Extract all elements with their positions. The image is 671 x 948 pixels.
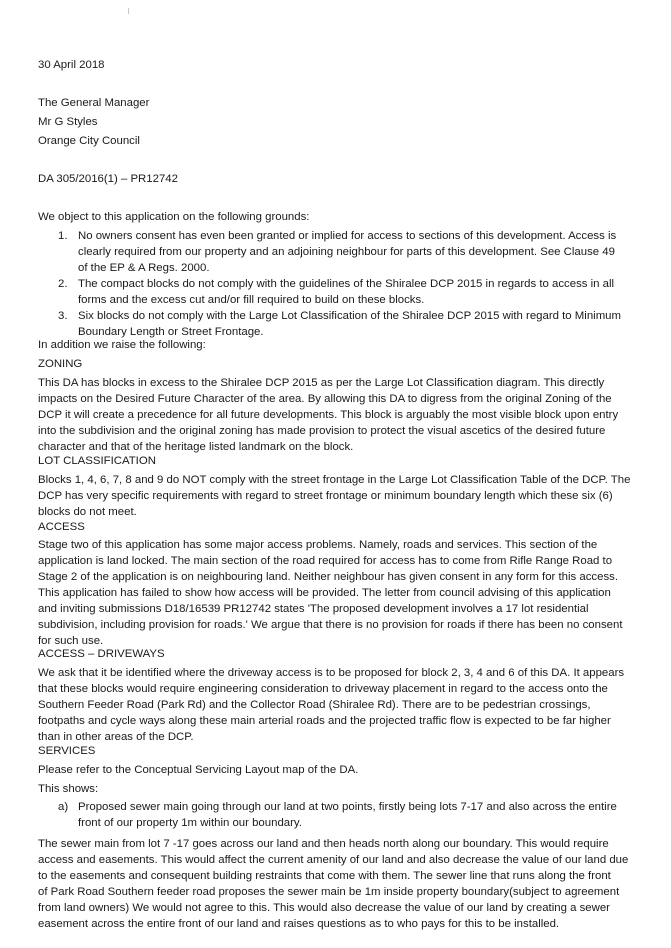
letter-date: 30 April 2018 [38, 59, 105, 71]
ground-line: Boundary Length or Street Frontage. [78, 326, 264, 338]
paragraph-line: to the easements and consequent building restraints that come with them. The sewer line that runs along the front [38, 870, 611, 882]
paragraph-line: impacts on the Desired Future Character of the area. By allowing this DA to digress from the original Zoning of the [38, 393, 612, 405]
ground-line: forms and the excess cut and/or fill required to build on these blocks. [78, 294, 425, 306]
paragraph-line: footpaths and cycle ways along these main arterial roads and the projected traffic flow is expected to be far higher [38, 715, 611, 727]
recipient-title: The General Manager [38, 97, 150, 109]
paragraph-line: blocks do not meet. [38, 506, 137, 518]
list-item [58, 228, 621, 276]
list-line: Proposed sewer main going through our land at two points, firstly being lots 7-17 and also across the entire [78, 801, 617, 813]
paragraph-line: subdivision, including provision for roads.' We argue that there is no provision for roads if there has been no consent [38, 619, 623, 631]
paragraph-line: than in other areas of the DCP. [38, 731, 194, 743]
paragraph-line: access and easements. This would affect the current amenity of our land and also decrease the value of our land due [38, 854, 629, 866]
ground-line: No owners consent has even been granted or implied for access to sections of this development. Access is [78, 230, 617, 242]
paragraph-line: easement across the entire front of our land and raises questions as to who pays for this to be installed. [38, 918, 560, 930]
paragraph-line: This application has failed to show how access will be provided. The letter from council advising of this application [38, 587, 611, 599]
recipient-organisation: Orange City Council [38, 135, 140, 147]
ground-line: of the EP & A Regs. 2000. [78, 262, 210, 274]
scan-artifact [128, 8, 129, 14]
lot-classification-heading: LOT CLASSIFICATION [38, 455, 156, 467]
list-line: front of our property 1m within our boundary. [78, 817, 302, 829]
paragraph-line: This DA has blocks in excess to the Shiralee DCP 2015 as per the Large Lot Classification diagram. This directly [38, 377, 605, 389]
recipient-name: Mr G Styles [38, 116, 98, 128]
addition-intro: In addition we raise the following: [38, 339, 206, 351]
access-paragraph [38, 537, 623, 649]
paragraph-line: We ask that it be identified where the driveway access is to be proposed for block 2, 3, 4 and 6 of this DA. It appears [38, 667, 625, 679]
services-shows: This shows: [38, 783, 99, 795]
list-number: 2. [58, 278, 68, 290]
list-item [58, 308, 621, 340]
paragraph-line: for such use. [38, 635, 104, 647]
paragraph-line: from land owners) We would not agree to this. This would also decrease the value of our land by creating a sewer [38, 902, 610, 914]
lot-classification-paragraph [38, 472, 630, 520]
zoning-paragraph [38, 375, 618, 455]
services-paragraph [38, 836, 628, 932]
paragraph-line: character and that of the heritage listed landmark on the block. [38, 441, 354, 453]
paragraph-line: The sewer main from lot 7 -17 goes across our land and then heads north along our boundary. This would require [38, 838, 609, 850]
paragraph-line: Blocks 1, 4, 6, 7, 8 and 9 do NOT comply with the street frontage in the Large Lot Classification Table of the DCP. The [38, 474, 631, 486]
paragraph-line: application is land locked. The main section of the road required for access has to come from Rifle Range Road to [38, 555, 613, 567]
paragraph-line: Stage two of this application has some major access problems. Namely, roads and services. This section of the [38, 539, 598, 551]
paragraph-line: Southern Feeder Road (Park Rd) and the Collector Road (Shiralee Rd). There are to be pedestrian crossings, [38, 699, 591, 711]
objection-intro: We object to this application on the following grounds: [38, 211, 310, 223]
ground-line: clearly required from our property and an adjoining neighbour for parts of this development. See Clause 49 [78, 246, 615, 258]
list-item [58, 276, 621, 308]
list-item [58, 799, 617, 831]
access-heading: ACCESS [38, 521, 85, 533]
paragraph-line: into the subdivision and the original zoning has made provision to protect the visual ascetics of the desired future [38, 425, 606, 437]
paragraph-line: DCP it will create a precedence for all future developments. This block is arguably the most visible block upon entry [38, 409, 619, 421]
ground-line: Six blocks do not comply with the Large Lot Classification of the Shiralee DCP 2015 with regard to Minimum [78, 310, 622, 322]
driveways-heading: ACCESS – DRIVEWAYS [38, 648, 165, 660]
list-number: 1. [58, 230, 68, 242]
services-list [58, 799, 617, 831]
paragraph-line: Stage 2 of the application is on neighbouring land. Neither neighbour has given consent in any form for this access. [38, 571, 619, 583]
ground-line: The compact blocks do not comply with the guidelines of the Shiralee DCP 2015 in regards to access in all [78, 278, 615, 290]
grounds-list [58, 228, 621, 340]
reference-number: DA 305/2016(1) – PR12742 [38, 173, 178, 185]
driveways-paragraph [38, 665, 624, 745]
services-heading: SERVICES [38, 745, 96, 757]
paragraph-line: that these blocks would require engineering consideration to driveway placement in regard to the access onto the [38, 683, 608, 695]
zoning-heading: ZONING [38, 358, 83, 370]
paragraph-line: DCP has very specific requirements with regard to street frontage or minimum boundary length which these six (6) [38, 490, 613, 502]
paragraph-line: of Park Road Southern feeder road proposes the sewer main be 1m inside property boundary(subject to agreement [38, 886, 620, 898]
services-refer: Please refer to the Conceptual Servicing Layout map of the DA. [38, 764, 359, 776]
list-number: a) [58, 801, 69, 813]
paragraph-line: and inviting submissions D18/16539 PR12742 states 'The proposed development involves a 17 lot residential [38, 603, 589, 615]
list-number: 3. [58, 310, 68, 322]
